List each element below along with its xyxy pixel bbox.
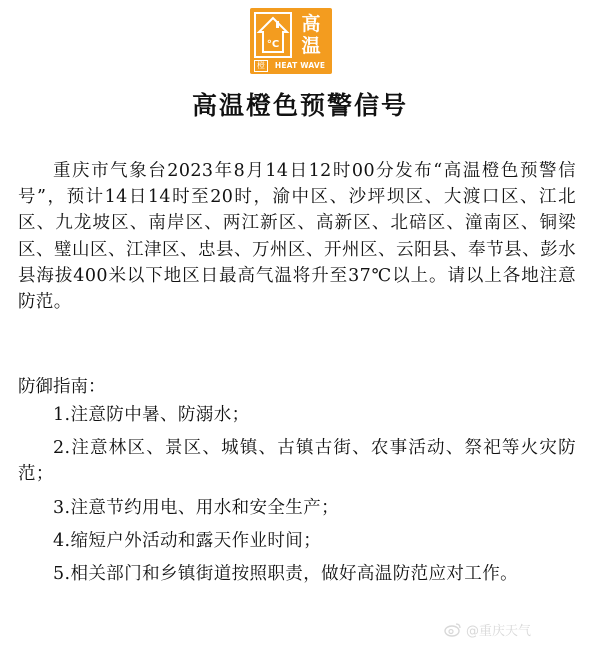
guide-title: 防御指南： bbox=[18, 377, 106, 397]
guide-list bbox=[18, 402, 576, 594]
weibo-watermark bbox=[444, 620, 531, 639]
badge-symbol: °C bbox=[266, 39, 280, 50]
badge-footer bbox=[254, 60, 328, 72]
page-title: 高温橙色预警信号 bbox=[191, 91, 408, 120]
guide-item: 4.缩短户外活动和露天作业时间； bbox=[53, 530, 322, 551]
weibo-icon bbox=[444, 622, 462, 637]
guide-item: 3.注意节约用电、用水和安全生产； bbox=[53, 497, 339, 518]
watermark-text: @重庆天气 bbox=[466, 624, 532, 639]
guide-item: 5.相关部门和乡镇街道按照职责，做好高温防范应对工作。 bbox=[53, 564, 518, 585]
house-icon bbox=[256, 14, 290, 56]
badge-label: HEAT WAVE bbox=[274, 61, 326, 70]
badge-caption-text: 高温 bbox=[301, 13, 321, 57]
guide-item: 1.注意防中暑、防溺水； bbox=[53, 405, 250, 425]
badge-level: 橙 bbox=[254, 60, 268, 72]
guide-item: 2.注意林区、景区、城镇、古镇古街、农事活动、祭祀等火灾防范； bbox=[18, 438, 576, 485]
badge-top bbox=[254, 12, 328, 58]
heat-wave-badge bbox=[250, 8, 332, 74]
badge-caption bbox=[294, 12, 328, 58]
warning-body: 重庆市气象台2023年8月14日12时00分发布“高温橙色预警信号”，预计14日14时至20时，渝中区、沙坪坝区、大渡口区、江北区、九龙坡区、南岸区、两江新区、高新区、北碚区、潼南区、铜梁区、璧山区、江津区、忠县、万州区、开州区、云阳县、奉节县、彭水县海拔400米以下地区日最高气温将升至37℃以上。请以上各地注意防范。 bbox=[18, 161, 576, 313]
thermometer-house-icon bbox=[254, 12, 292, 58]
